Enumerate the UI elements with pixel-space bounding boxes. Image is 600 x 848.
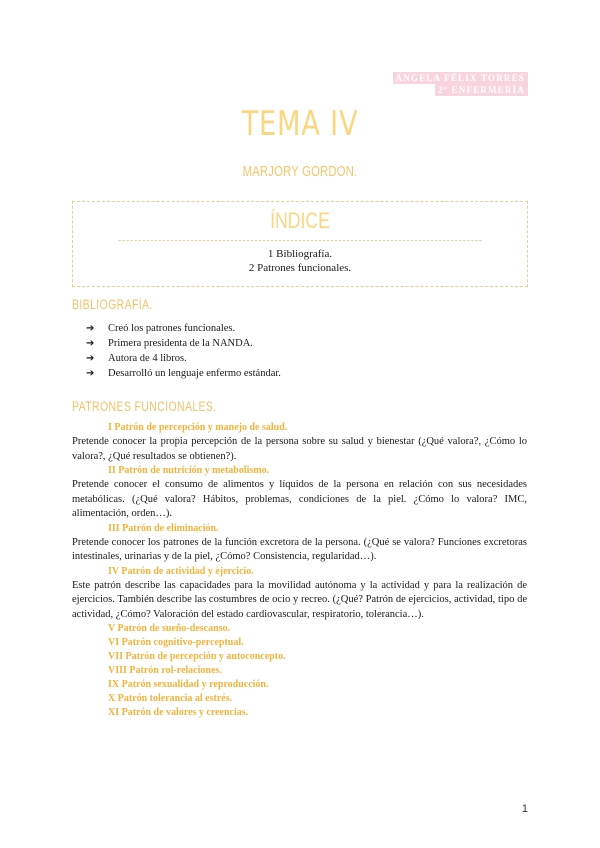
list-item-text: Autora de 4 libros. xyxy=(108,353,187,364)
pattern-title: IV Patrón de actividad y ejercicio. xyxy=(108,565,254,577)
index-heading: ÍNDICE xyxy=(118,202,481,241)
list-item-text: Creó los patrones funcionales. xyxy=(108,323,236,334)
arrow-icon: ➔ xyxy=(86,338,95,349)
author-course: 2º ENFERMERÍA xyxy=(435,84,528,96)
pattern-title: VIII Patrón rol-relaciones. xyxy=(108,665,222,676)
list-item-text: Desarrolló un lenguaje enfermo estándar. xyxy=(108,368,281,379)
pattern-title: X Patrón tolerancia al estrés. xyxy=(108,693,233,704)
list-item xyxy=(86,321,281,336)
arrow-icon: ➔ xyxy=(86,353,95,364)
pattern-text: Pretende conocer los patrones de la función excretora de la persona. (¿Qué se valora? Funciones excretoras intestinales, urinarias y de la piel, ¿Cómo? Consistencia, regularidad…). xyxy=(72,536,527,562)
list-item xyxy=(86,336,281,351)
page-title: TEMA IV xyxy=(241,104,359,144)
patrones-section xyxy=(72,421,527,720)
pattern-title: I Patrón de percepción y manejo de salud. xyxy=(108,422,288,433)
list-item-text: Primera presidenta de la NANDA. xyxy=(108,338,253,349)
index-item: 1 Bibliografía. xyxy=(267,248,333,260)
pattern-title: V Patrón de sueño-descanso. xyxy=(108,623,231,634)
author-label xyxy=(393,72,529,96)
pattern-title: III Patrón de eliminación. xyxy=(108,522,219,534)
author-name: ÁNGELA FÉLIX TORRES xyxy=(393,72,529,84)
index-list xyxy=(73,241,527,275)
list-item xyxy=(86,351,281,366)
pattern-title: VI Patrón cognitivo-perceptual. xyxy=(108,637,244,648)
list-item xyxy=(86,366,281,381)
bibliografia-list xyxy=(86,321,281,381)
index-item: 2 Patrones funcionales. xyxy=(248,262,352,274)
pattern-title: II Patrón de nutrición y metabolismo. xyxy=(108,465,270,476)
bibliografia-heading: BIBLIOGRAFÍA. xyxy=(72,296,153,312)
pattern-title: IX Patrón sexualidad y reproducción. xyxy=(108,679,269,690)
page-subtitle: MARJORY GORDON. xyxy=(242,163,358,180)
pattern-text: Pretende conocer el consumo de alimentos y líquidos de la persona en relación con sus necesidades metabólicas. (¿Qué valora? Hábitos, problemas, condiciones de la piel. ¿Cómo lo valora? IMC, alimentación, orden…). xyxy=(72,479,527,519)
pattern-text: Este patrón describe las capacidades para la movilidad autónoma y la actividad y para la realización de ejercicios. También describe las costumbres de ocio y recreo. (¿Qué? Patrón de ejercicios, actividad, tipo de actividad, ¿Cómo? Valoración del estado cardiovascular, respiratorio, tolerancia…). xyxy=(72,579,527,620)
patrones-heading: PATRONES FUNCIONALES. xyxy=(72,398,217,414)
arrow-icon: ➔ xyxy=(86,323,95,334)
index-box xyxy=(72,201,528,287)
page-number: 1 xyxy=(521,803,528,815)
pattern-text: Pretende conocer la propia percepción de la persona sobre su salud y bienestar (¿Qué valora?, ¿Cómo lo valora?, ¿Qué resultados se obtienen?). xyxy=(72,436,527,462)
arrow-icon: ➔ xyxy=(86,368,95,379)
pattern-title: VII Patrón de percepción y autoconcepto. xyxy=(108,651,286,662)
pattern-title: XI Patrón de valores y creencias. xyxy=(108,707,249,718)
